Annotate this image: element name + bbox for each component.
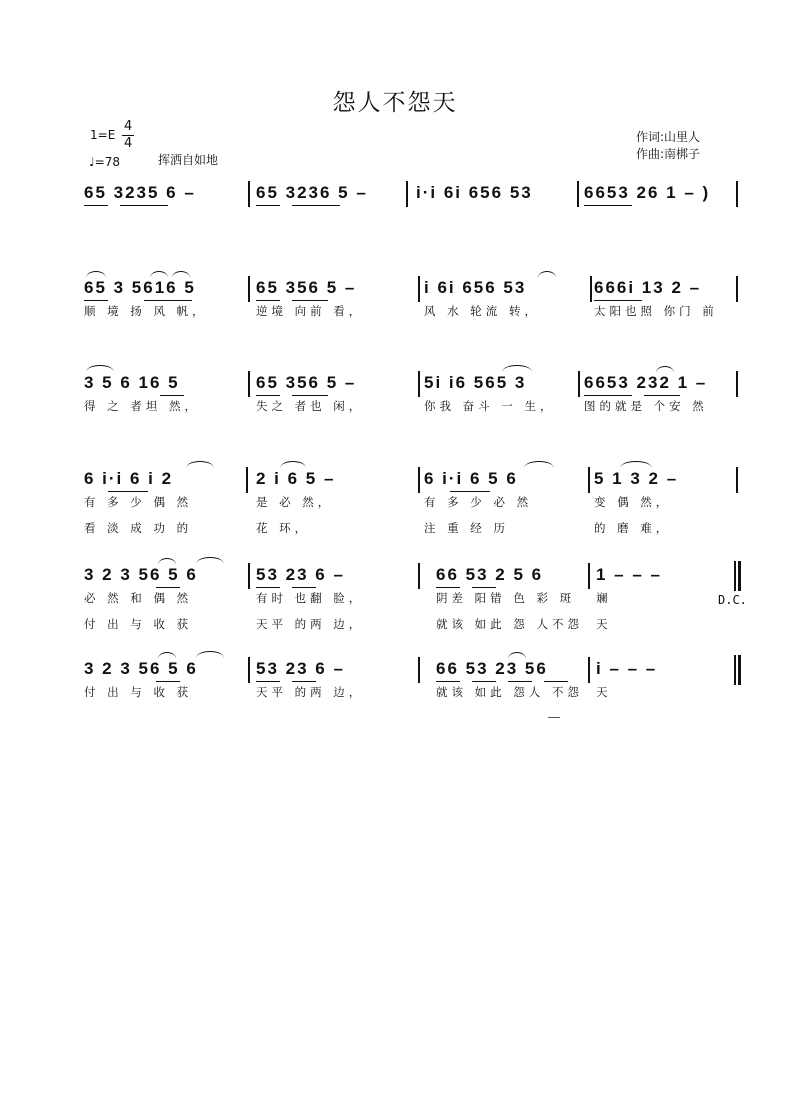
lyric-line-1: 失之 者也 闲， bbox=[256, 399, 365, 413]
barline bbox=[736, 181, 738, 207]
measure-1-notes: 3 5 6 16 5 bbox=[84, 373, 180, 392]
barline bbox=[736, 371, 738, 397]
lyric-line-2: 看 淡 成 功 的 bbox=[84, 521, 193, 535]
measure-3-notes: i·i 6i 656 53 bbox=[416, 183, 533, 202]
lyric-line-1: 顺 境 扬 风 帆， bbox=[84, 304, 208, 318]
lyric-line-1: 斓 bbox=[596, 591, 612, 605]
measure-3-notes: 66 53 23 56 bbox=[436, 659, 548, 678]
barline bbox=[578, 371, 580, 397]
final-barline-thin bbox=[734, 655, 736, 685]
measure-2-notes: 65 3236 5 – bbox=[256, 183, 368, 202]
barline bbox=[248, 371, 250, 397]
lyric-line-1: 天 bbox=[596, 685, 612, 699]
lyric-line-1: 是 必 然， bbox=[256, 495, 334, 509]
lyric-line-2: 就该 如此 怨 人不怨 bbox=[436, 617, 583, 631]
barline bbox=[418, 657, 420, 683]
barline bbox=[248, 657, 250, 683]
lyric-line-1: 有 多 少 偶 然 bbox=[84, 495, 193, 509]
da-capo-mark: D.C. bbox=[718, 593, 747, 607]
measure-4-notes: 6653 232 1 – bbox=[584, 373, 708, 392]
measure-4-notes: 1 – – – bbox=[596, 565, 662, 584]
measure-2-notes: 65 356 5 – bbox=[256, 278, 357, 297]
expression-mark: 挥洒自如地 bbox=[158, 153, 219, 167]
lyric-line-2: 的 磨 难， bbox=[594, 521, 672, 535]
barline bbox=[736, 276, 738, 302]
measure-3-notes: i 6i 656 53 bbox=[424, 278, 527, 297]
lyricist-credit: 作词:山里人 bbox=[636, 130, 701, 144]
barline bbox=[406, 181, 408, 207]
measure-1-notes: 65 3235 6 – bbox=[84, 183, 196, 202]
measure-3-notes: 66 53 2 5 6 bbox=[436, 565, 544, 584]
lyric-line-1: 逆境 向前 看， bbox=[256, 304, 365, 318]
measure-2-notes: 2 i 6 5 – bbox=[256, 469, 336, 488]
lyric-line-2: 花 环， bbox=[256, 521, 311, 535]
lyric-line-2: 注 重 经 历 bbox=[424, 521, 509, 535]
barline bbox=[577, 181, 579, 207]
barline bbox=[246, 467, 248, 493]
lyric-line-1: 就该 如此 怨人 不怨 bbox=[436, 685, 583, 699]
lyric-line-1: 天平 的两 边， bbox=[256, 685, 365, 699]
measure-1-notes: 6 i·i 6 i 2 bbox=[84, 469, 174, 488]
final-barline-thick bbox=[738, 655, 741, 685]
barline bbox=[588, 563, 590, 589]
tempo-mark: ♩=78 bbox=[89, 155, 120, 169]
barline bbox=[590, 276, 592, 302]
lyric-line-1: 太阳也照 你门 前 bbox=[594, 304, 718, 318]
measure-3-notes: 6 i·i 6 5 6 bbox=[424, 469, 518, 488]
lyric-line-1: 必 然 和 偶 然 bbox=[84, 591, 193, 605]
lyric-line-1: 风 水 轮流 转， bbox=[424, 304, 540, 318]
barline bbox=[248, 181, 250, 207]
stray-dash bbox=[548, 717, 560, 718]
measure-2-notes: 53 23 6 – bbox=[256, 565, 345, 584]
barline bbox=[418, 276, 420, 302]
measure-3-notes: 5i i6 565 3 bbox=[424, 373, 527, 392]
underline bbox=[84, 205, 108, 206]
measure-1-notes: 3 2 3 56 5 6 bbox=[84, 565, 198, 584]
lyric-line-2: 付 出 与 收 获 bbox=[84, 617, 193, 631]
lyric-line-1: 得 之 者坦 然， bbox=[84, 399, 200, 413]
barline bbox=[248, 276, 250, 302]
lyric-line-1: 变 偶 然， bbox=[594, 495, 672, 509]
lyric-line-1: 图的就是 个安 然 bbox=[584, 399, 708, 413]
lyric-line-2: 天 bbox=[596, 617, 612, 631]
lyric-line-1: 你我 奋斗 一 生， bbox=[424, 399, 556, 413]
measure-4-notes: i – – – bbox=[596, 659, 658, 678]
lyric-line-1: 有 多 少 必 然 bbox=[424, 495, 533, 509]
measure-2-notes: 53 23 6 – bbox=[256, 659, 345, 678]
measure-4-notes: 5 1 3 2 – bbox=[594, 469, 679, 488]
barline bbox=[248, 563, 250, 589]
lyric-line-1: 有时 也翻 脸， bbox=[256, 591, 365, 605]
barline bbox=[736, 467, 738, 493]
underline bbox=[120, 205, 168, 206]
underline bbox=[292, 205, 340, 206]
measure-2-notes: 65 356 5 – bbox=[256, 373, 357, 392]
underline bbox=[584, 205, 632, 206]
barline bbox=[418, 563, 420, 589]
song-title: 怨人不怨天 bbox=[332, 90, 458, 116]
measure-4-notes: 666i 13 2 – bbox=[594, 278, 702, 297]
measure-1-notes: 3 2 3 56 5 6 bbox=[84, 659, 198, 678]
barline bbox=[418, 467, 420, 493]
time-signature-bottom: 4 bbox=[124, 136, 133, 151]
measure-1-notes: 65 3 5616 5 bbox=[84, 278, 196, 297]
lyric-line-1: 阴差 阳错 色 彩 斑 bbox=[436, 591, 576, 605]
composer-credit: 作曲:南梆子 bbox=[636, 147, 701, 161]
barline bbox=[588, 657, 590, 683]
final-barline-thin bbox=[734, 561, 736, 591]
key-signature: 1=E bbox=[90, 128, 116, 142]
measure-4-notes: 6653 26 1 – ) bbox=[584, 183, 711, 202]
time-signature-top: 4 bbox=[124, 119, 133, 134]
final-barline-thick bbox=[738, 561, 741, 591]
barline bbox=[418, 371, 420, 397]
lyric-line-2: 天平 的两 边， bbox=[256, 617, 365, 631]
underline bbox=[256, 205, 280, 206]
lyric-line-1: 付 出 与 收 获 bbox=[84, 685, 193, 699]
barline bbox=[588, 467, 590, 493]
